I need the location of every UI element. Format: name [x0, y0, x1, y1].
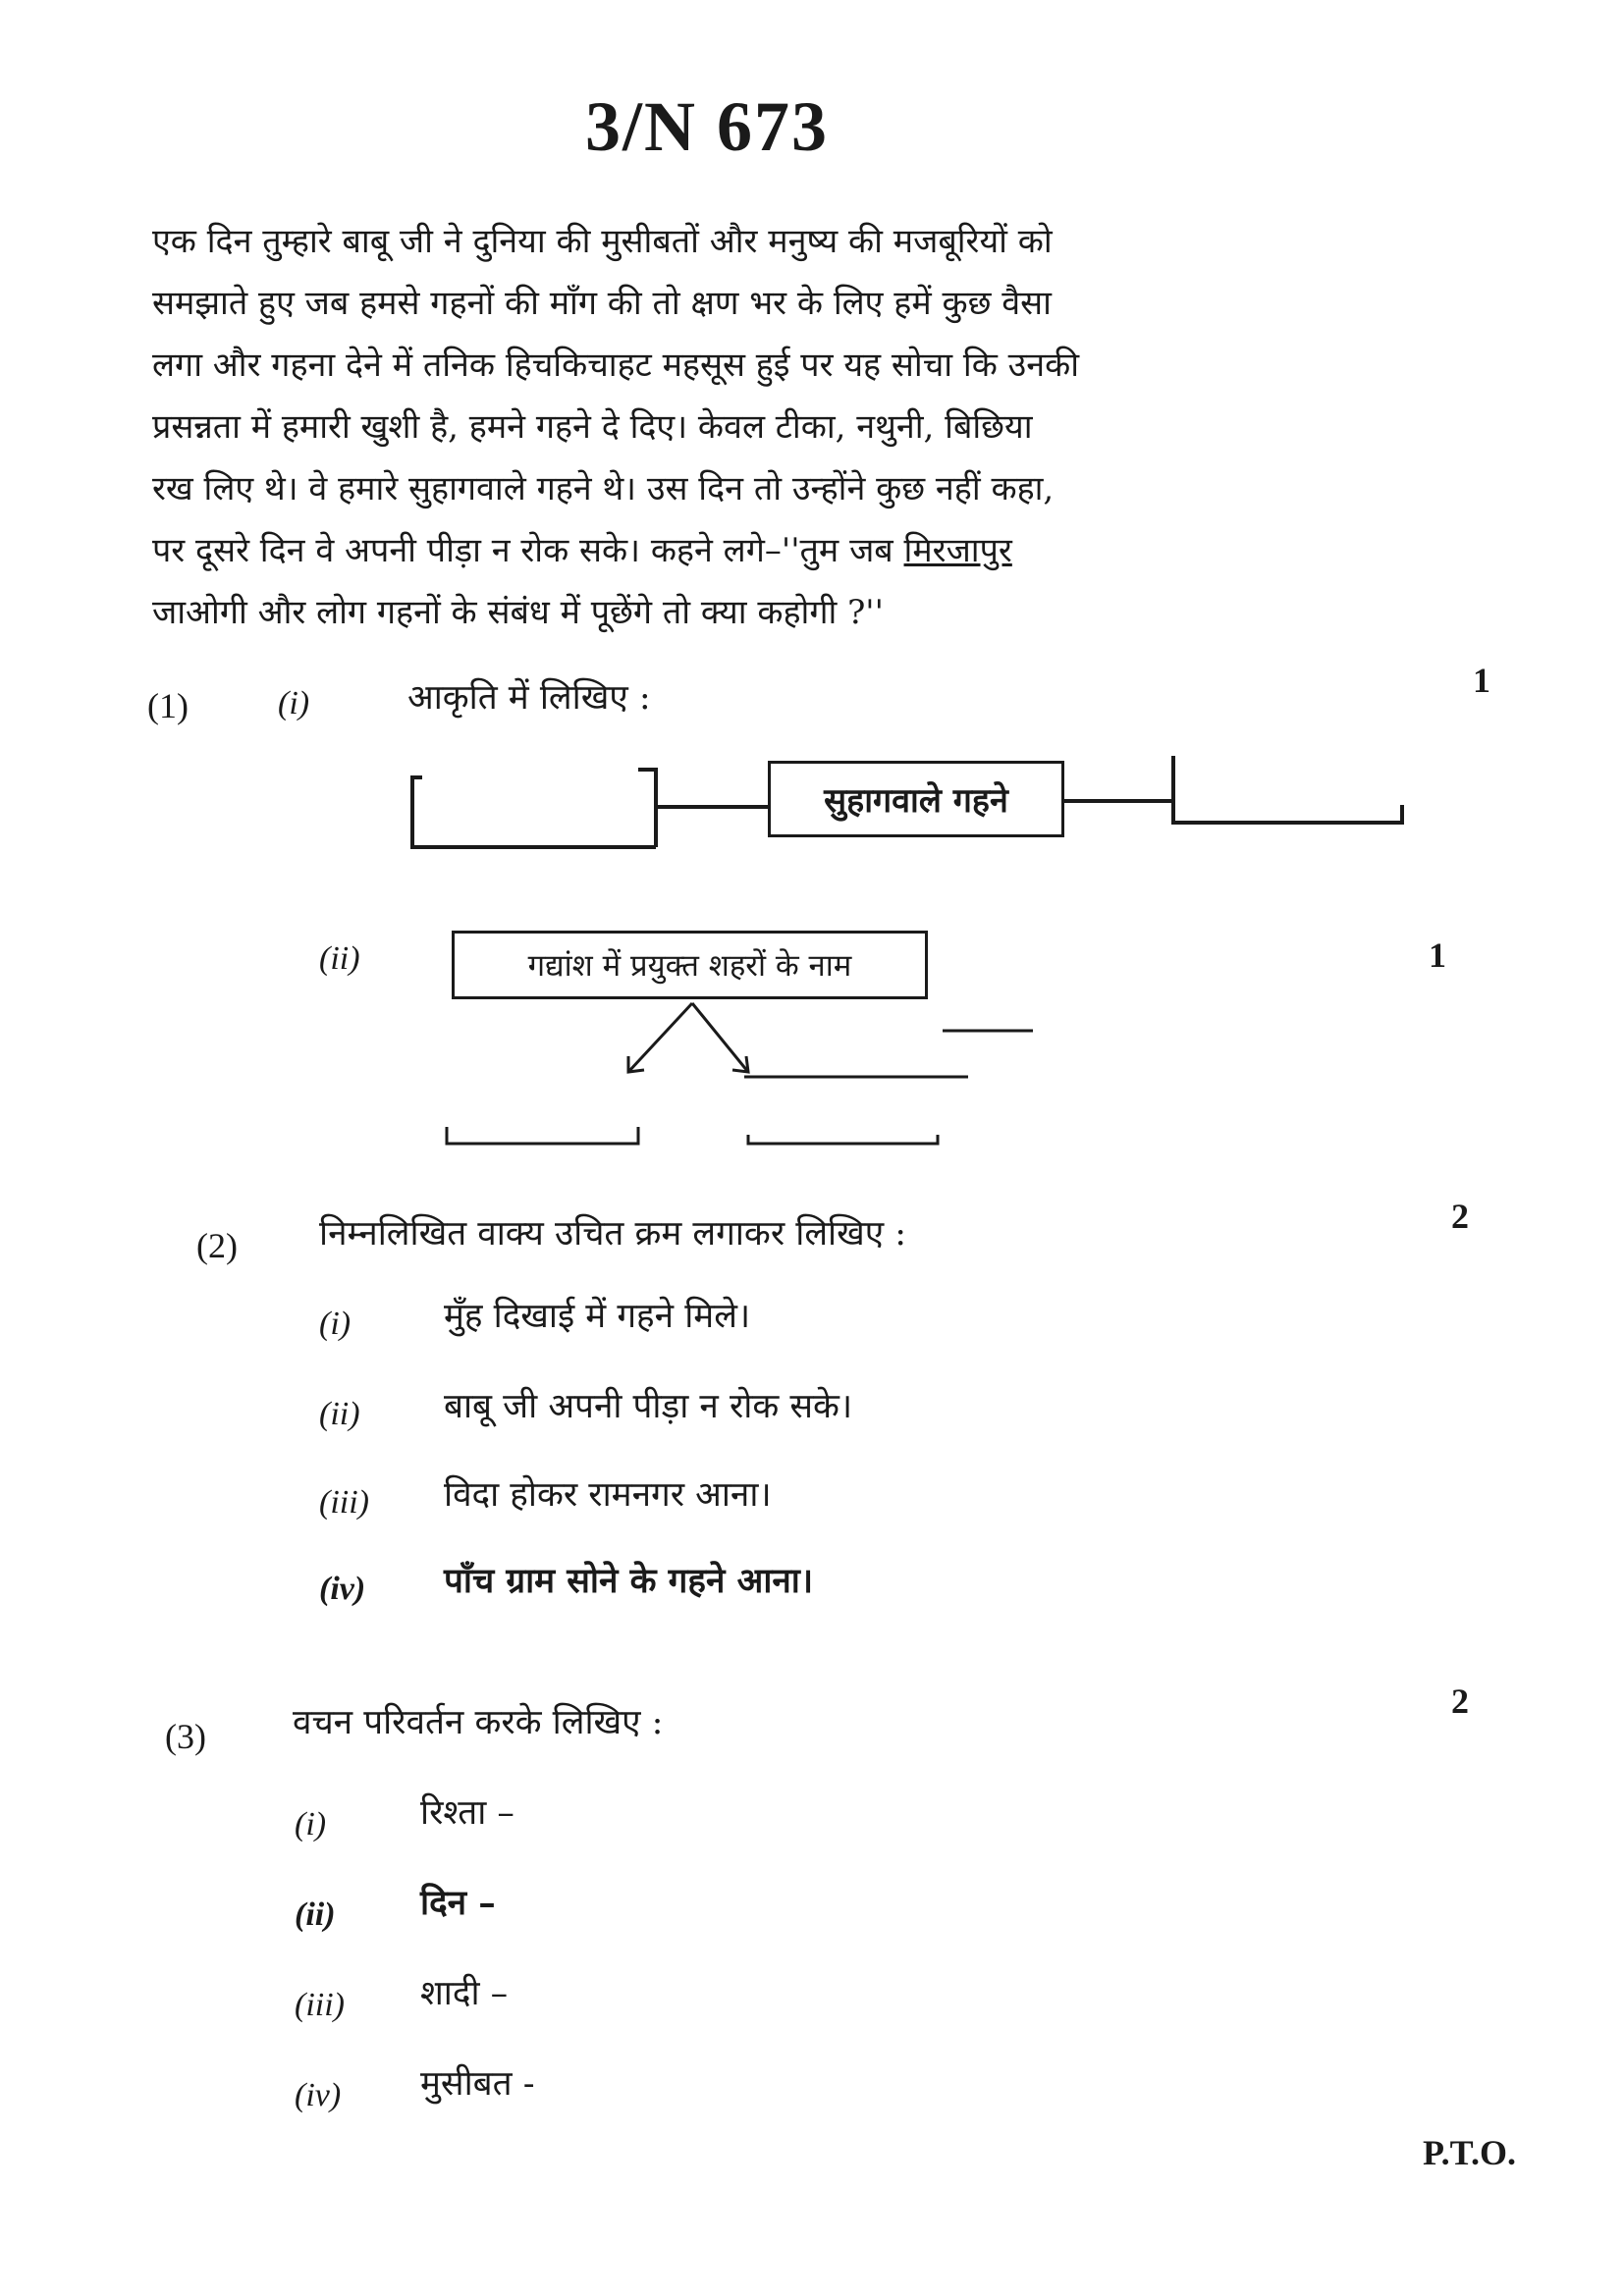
- word-item: शादी –: [420, 1974, 509, 2013]
- center-box: सुहागवाले गहने: [768, 761, 1064, 837]
- sentence: पाँच ग्राम सोने के गहने आना।: [444, 1561, 814, 1601]
- marks: 1: [1429, 935, 1446, 975]
- subpart-label: (ii): [319, 1396, 360, 1432]
- passage-line: एक दिन तुम्हारे बाबू जी ने दुनिया की मुसीबतों और मनुष्य की मजबूरियों को: [152, 222, 1053, 261]
- answer-bracket-right: [1173, 756, 1402, 823]
- subpart-label: (iv): [295, 2077, 342, 2113]
- subpart-label: (ii): [319, 940, 360, 977]
- passage-line: जाओगी और लोग गहनों के संबंध में पूछेंगे तो क्या कहोगी ?'': [152, 593, 884, 632]
- subpart-label: (ii): [295, 1896, 336, 1933]
- passage-line: [152, 520, 1478, 582]
- subpart-label: (iii): [319, 1484, 369, 1521]
- sentence: बाबू जी अपनी पीड़ा न रोक सके।: [444, 1387, 853, 1426]
- sentence: विदा होकर रामनगर आना।: [444, 1475, 772, 1515]
- sentence: मुँह दिखाई में गहने मिले।: [444, 1297, 751, 1336]
- arrow-line: [692, 1003, 748, 1072]
- cities-diagram: [0, 991, 1624, 1158]
- answer-blank-right: [748, 1135, 938, 1144]
- subpart-label: (i): [319, 1306, 352, 1342]
- answer-bracket-left-closing: [638, 770, 656, 847]
- arrow-line: [628, 1003, 692, 1072]
- passage-line: लगा और गहना देने में तनिक हिचकिचाहट महसूस हुई पर यह सोचा कि उनकी: [152, 346, 1080, 385]
- question-number: (1): [147, 686, 189, 725]
- question-text: निम्नलिखित वाक्य उचित क्रम लगाकर लिखिए :: [319, 1214, 907, 1254]
- passage-line: प्रसन्नता में हमारी खुशी है, हमने गहने दे दिए। केवल टीका, नथुनी, बिछिया: [152, 407, 1033, 447]
- subpart-label: (i): [295, 1806, 327, 1842]
- word-item: रिश्ता –: [420, 1793, 514, 1833]
- marks: 1: [1473, 661, 1490, 700]
- passage-line-text: पर दूसरे दिन वे अपनी पीड़ा न रोक सके। कहने लगे–''तुम जब: [152, 531, 904, 570]
- question-text: वचन परिवर्तन करके लिखिए :: [293, 1703, 664, 1742]
- answer-bracket-left: [412, 777, 656, 847]
- word-item: दिन –: [420, 1883, 496, 1923]
- question-number: (2): [196, 1226, 238, 1265]
- passage: [152, 211, 1478, 644]
- subpart-label: (iii): [295, 1987, 345, 2023]
- marks: 2: [1451, 1682, 1469, 1721]
- subpart-label: (iv): [319, 1571, 366, 1607]
- passage-line: समझाते हुए जब हमसे गहनों की माँग की तो क्षण भर के लिए हमें कुछ वैसा: [152, 284, 1052, 323]
- question-number: (3): [165, 1717, 206, 1756]
- word-item: मुसीबत -: [420, 2064, 535, 2104]
- page-turn-note: P.T.O.: [1422, 2133, 1516, 2172]
- answer-blank-left: [447, 1127, 638, 1144]
- subpart-label: (i): [278, 685, 310, 721]
- question-text: आकृति में लिखिए :: [407, 678, 651, 718]
- marks: 2: [1451, 1197, 1469, 1236]
- passage-line: रख लिए थे। वे हमारे सुहागवाले गहने थे। उस दिन तो उन्होंने कुछ नहीं कहा,: [152, 469, 1055, 508]
- paper-code: 3/N 673: [585, 87, 829, 166]
- underlined-word: मिरजापुर: [903, 531, 1012, 570]
- cities-box: गद्यांश में प्रयुक्त शहरों के नाम: [452, 931, 928, 999]
